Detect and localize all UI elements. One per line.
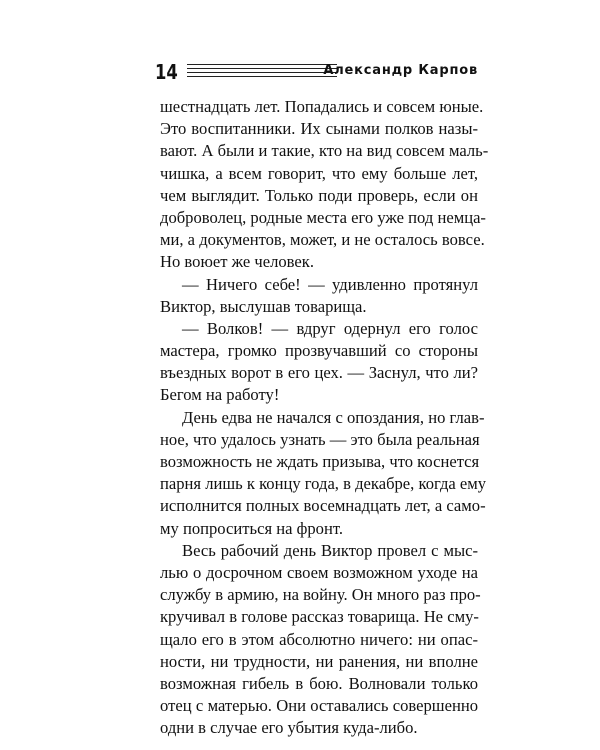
text-line: ное, что удалось узнать — это была реальная [160,429,480,449]
text-line: возможная гибель в бою. Волновали только [160,673,478,693]
header-rule [187,68,337,69]
text-line: — Волков! — вдруг одернул его голос [182,318,478,338]
text-line: кручивал в голове рассказ товарища. Не сму- [160,607,479,627]
running-header [155,58,478,84]
text-line: отец с матерью. Они оставались совершенно [160,696,478,716]
text-line: Бегом на работу! [160,385,280,405]
text-line: возможность не ждать призыва, что коснется [160,452,480,471]
text-line: лью о досрочном своем возможном уходе на [160,562,478,582]
text-line: чишка, а всем говорит, что ему больше лет, [160,163,478,183]
text-line: мастера, громко прозвучавший со стороны [160,341,478,361]
text-line: му попроситься на фронт. [160,518,343,538]
text-line: доброволец, родные места его уже под немца- [160,207,486,227]
text-line: — Ничего себе! — удивленно протянул [182,274,478,294]
text-line: шестнадцать лет. Попадались и совсем юные. [160,97,484,116]
text-line: Весь рабочий день Виктор провел с мыс- [182,540,478,560]
header-rules [187,64,337,78]
text-line: парня лишь к концу года, в декабре, когда ему [160,474,487,494]
text-line: въездных ворот в его цех. — Заснул, что ли? [160,363,478,383]
text-line: Это воспитанники. Их сынами полков назы- [160,119,478,139]
text-line: День едва не начался с опоздания, но глав- [182,407,485,427]
text-line: исполнится полных восемнадцать лет, а само- [160,496,486,516]
page-number: 14 [155,60,178,84]
text-line: ми, а документов, может, и не осталось вовсе. [160,230,485,250]
text-line: Виктор, выслушав товарища. [160,296,367,316]
text-line: вают. А были и такие, кто на вид совсем маль- [160,141,489,161]
text-line: одни в случае его убытия куда-либо. [160,718,418,738]
header-rule [187,72,337,73]
header-rule [187,64,337,65]
text-line: чем выглядит. Только поди проверь, если он [160,185,478,205]
text-line: Но воюет же человек. [160,252,314,272]
author-name: Александр Карпов [323,63,478,78]
body-text [160,96,489,739]
header-rule [187,76,337,77]
text-line: щало его в этом абсолютно ничего: ни опас- [160,629,478,649]
text-line: ности, ни трудности, ни ранения, ни вполне [160,651,478,671]
text-line: службу в армию, на войну. Он много раз про- [160,585,481,605]
